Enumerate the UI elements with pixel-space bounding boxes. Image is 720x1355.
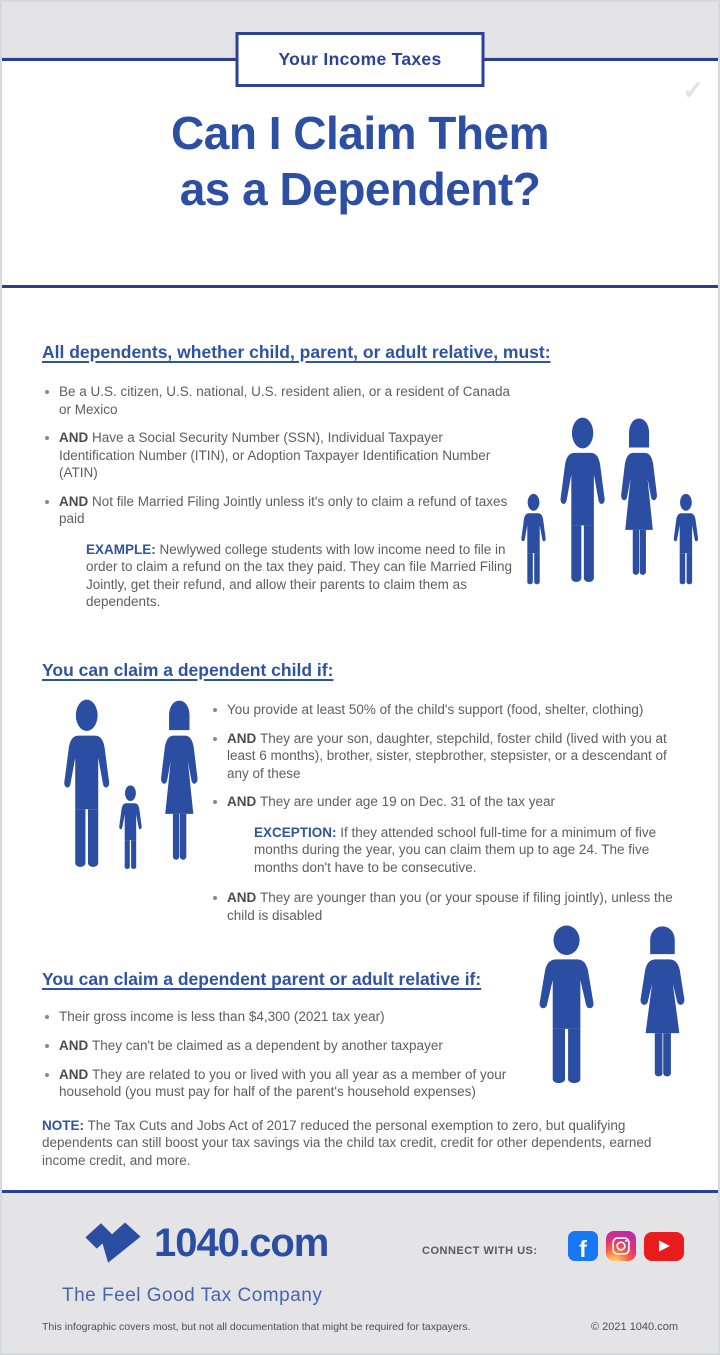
- callout-label: EXAMPLE:: [86, 541, 156, 557]
- list-item: [42, 429, 520, 482]
- youtube-icon[interactable]: [644, 1232, 684, 1261]
- bullet-dot: [45, 1044, 49, 1048]
- section-heading: You can claim a dependent child if:: [42, 660, 334, 681]
- bullet-dot: [213, 737, 217, 741]
- bullet-prefix: AND: [59, 1038, 89, 1054]
- category-badge: [236, 32, 485, 87]
- bullet-dot: [45, 500, 49, 504]
- connect-label: CONNECT WITH US:: [422, 1245, 538, 1257]
- list-item: [210, 730, 692, 783]
- 1040-logo-icon: [84, 1219, 142, 1267]
- bullet-dot: [45, 1015, 49, 1019]
- family-of-four-icon: [518, 414, 703, 586]
- copyright-text: © 2021 1040.com: [591, 1321, 678, 1333]
- bullet-dot: [213, 896, 217, 900]
- disclaimer-text: This infographic covers most, but not all documentation that might be required for taxpayers.: [42, 1321, 471, 1333]
- bullet-dot: [45, 436, 49, 440]
- title-area: [2, 61, 718, 285]
- bullet-text: They are your son, daughter, stepchild, foster child (lived with you at least 6 months), brother, sister, stepbrother, stepsister, or a descendant of any of these: [227, 730, 667, 781]
- facebook-icon[interactable]: f: [568, 1231, 598, 1261]
- bullet-text: They are related to you or lived with you all year as a member of your household (you must pay for half of the parent's household expenses): [59, 1066, 507, 1100]
- category-badge-label: Your Income Taxes: [278, 49, 442, 69]
- bullet-dot: [45, 390, 49, 394]
- bullet-text: Their gross income is less than $4,300 (2021 tax year): [59, 1009, 385, 1025]
- callout-text: Newlywed college students with low income need to file in order to claim a refund on the tax they paid. They can file Married Filing Jointly, get their refund, and allow their parents to claim them as dependents.: [86, 541, 512, 610]
- logo[interactable]: [84, 1219, 328, 1267]
- bullet-text: They are under age 19 on Dec. 31 of the tax year: [260, 794, 555, 810]
- bullet-list: [210, 701, 692, 811]
- bullet-list: [42, 1008, 510, 1100]
- instagram-icon[interactable]: [606, 1231, 636, 1261]
- adult-couple-icon: [532, 922, 697, 1087]
- list-item: [210, 701, 692, 719]
- note-paragraph: [42, 1117, 690, 1170]
- callout-text: If they attended school full-time for a minimum of five months during the year, you can claim them up to age 24. The five months don't have to be consecutive.: [254, 824, 657, 875]
- content-area: [2, 288, 718, 1190]
- bullet-prefix: AND: [59, 493, 89, 509]
- bullet-dot: [213, 800, 217, 804]
- bullet-prefix: AND: [59, 1066, 89, 1082]
- bullet-prefix: AND: [59, 430, 89, 446]
- tagline: The Feel Good Tax Company: [62, 1285, 323, 1306]
- family-of-three-icon: [58, 696, 208, 871]
- bullet-prefix: AND: [227, 730, 257, 746]
- bullet-prefix: AND: [227, 794, 257, 810]
- bullet-text: They are younger than you (or your spouse if filing jointly), unless the child is disabled: [227, 890, 673, 923]
- callout-label: EXCEPTION:: [254, 824, 337, 840]
- bullet-text: They can't be claimed as a dependent by another taxpayer: [92, 1038, 443, 1054]
- bullet-text: You provide at least 50% of the child's support (food, shelter, clothing): [227, 702, 644, 718]
- list-item: [42, 1008, 510, 1026]
- note-text: The Tax Cuts and Jobs Act of 2017 reduced the personal exemption to zero, but qualifying dependents can still boost your tax savings via the child tax credit, credit for other dependents, earned income credit, and more.: [42, 1117, 652, 1168]
- footer: [2, 1190, 718, 1355]
- list-item: [42, 493, 520, 528]
- list-item: [210, 793, 692, 811]
- section-heading: All dependents, whether child, parent, or adult relative, must:: [42, 342, 551, 362]
- exception-callout: [254, 824, 682, 877]
- logo-text: 1040.com: [154, 1220, 329, 1265]
- bullet-text: Have a Social Security Number (SSN), Individual Taxpayer Identification Number (ITIN), or Adoption Taxpayer Identification Number (ATIN): [59, 430, 491, 481]
- social-links: [568, 1231, 684, 1261]
- list-item: [42, 383, 520, 418]
- bullet-dot: [45, 1073, 49, 1077]
- page-title-line1: Can I Claim Them: [171, 107, 549, 159]
- page-title: [2, 105, 718, 217]
- bullet-dot: [213, 708, 217, 712]
- example-callout: [86, 541, 514, 611]
- bullet-text: Be a U.S. citizen, U.S. national, U.S. resident alien, or a resident of Canada or Mexico: [59, 384, 510, 417]
- section-heading: You can claim a dependent parent or adult relative if:: [42, 969, 482, 990]
- list-item: [210, 889, 692, 924]
- checkmark-watermark-icon: ✓: [682, 75, 704, 105]
- bullet-text: Not file Married Filing Jointly unless it's only to claim a refund of taxes paid: [59, 493, 508, 527]
- list-item: [42, 1066, 510, 1101]
- bullet-list: [42, 383, 520, 528]
- page-title-line2: as a Dependent?: [179, 163, 541, 216]
- bullet-list: [210, 889, 692, 924]
- list-item: [42, 1037, 510, 1055]
- bullet-prefix: AND: [227, 890, 257, 906]
- note-label: NOTE:: [42, 1117, 84, 1133]
